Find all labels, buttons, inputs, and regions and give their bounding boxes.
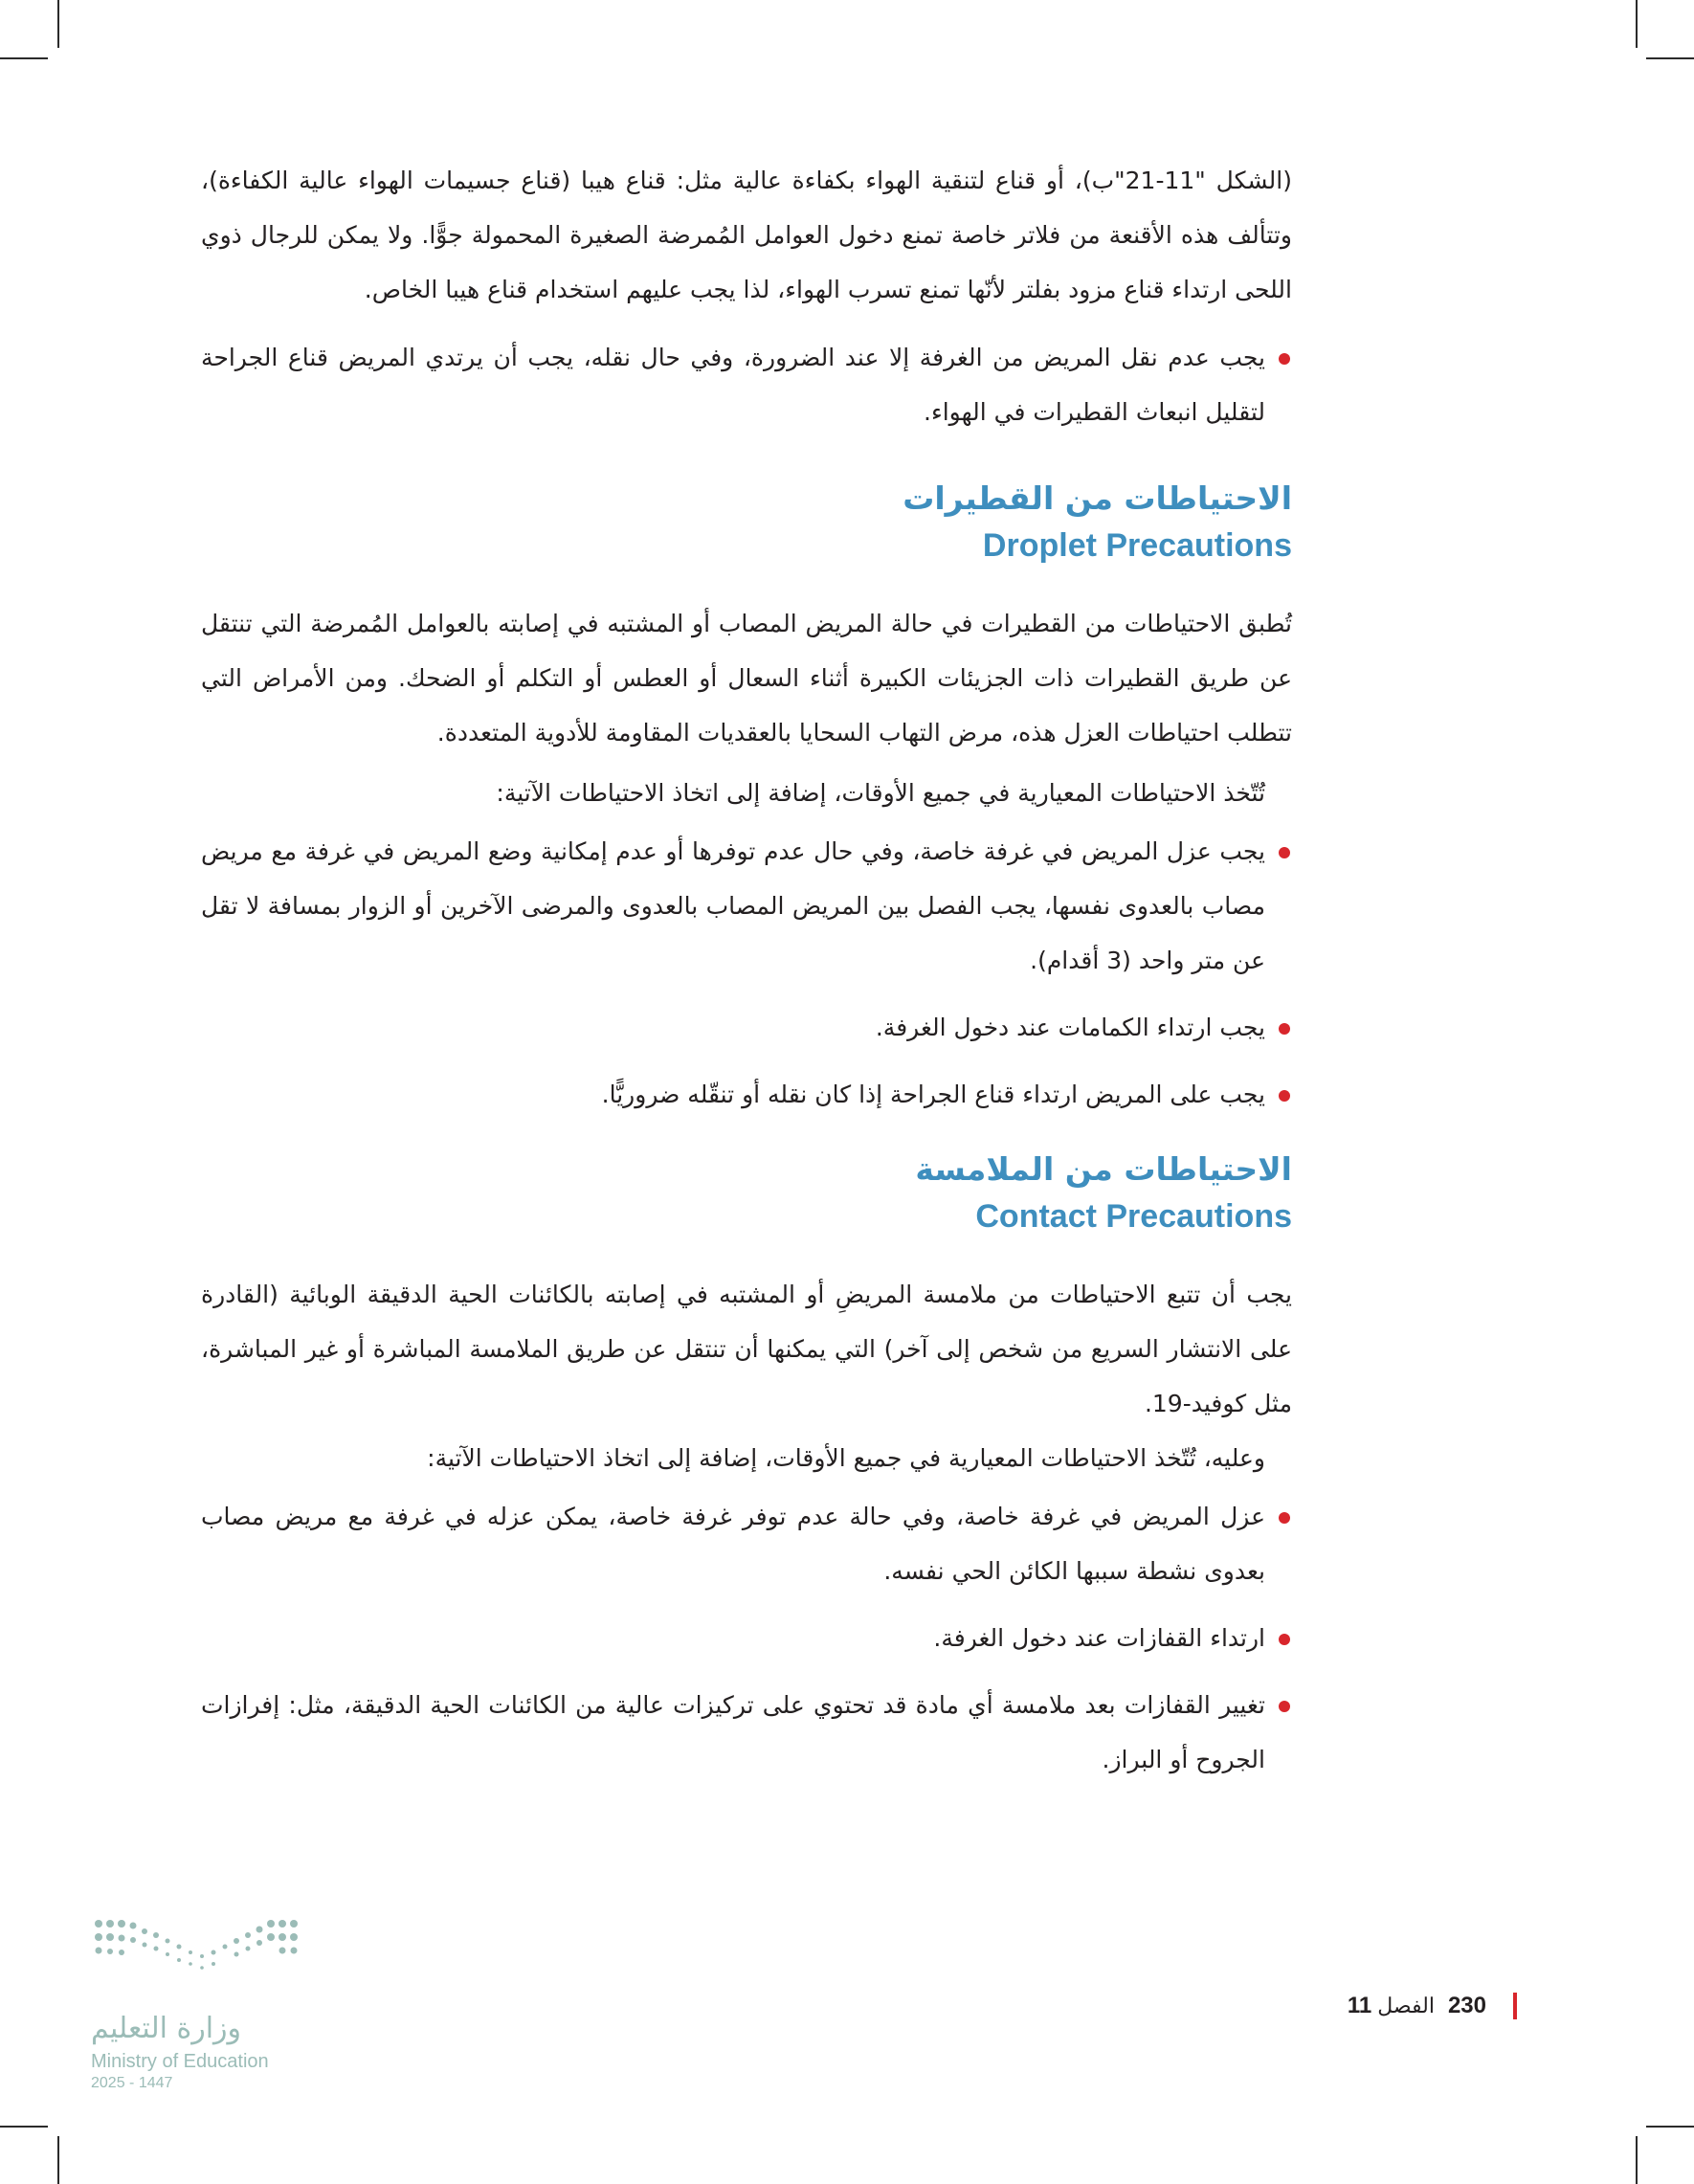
droplet-heading [201, 474, 1292, 568]
crop-mark [1646, 57, 1694, 59]
logo-dots-icon [91, 1914, 301, 1991]
crop-mark [1636, 2136, 1638, 2184]
crop-mark [0, 2126, 48, 2128]
bullet-dot [1279, 1701, 1290, 1712]
ministry-logo [91, 1914, 311, 2092]
chapter-label: الفصل [1377, 1994, 1435, 2017]
bullet-dot [1279, 847, 1290, 858]
droplet-lead: تُتّخذ الاحتياطات المعيارية في جميع الأوقات، إضافة إلى اتخاذ الاحتياطات الآتية: [496, 779, 1265, 807]
contact-heading [201, 1145, 1292, 1238]
crop-mark [1636, 0, 1638, 48]
bullet-dot [1279, 1023, 1290, 1035]
crop-mark [1646, 2126, 1694, 2128]
list-item: عزل المريض في غرفة خاصة، وفي حالة عدم توفر غرفة خاصة، يمكن عزله في غرفة مع مريض مصاب بعدوى نشطة سببها الكائن الحي نفسه. [201, 1489, 1292, 1598]
droplet-section [201, 474, 1292, 1122]
crop-mark [57, 2136, 59, 2184]
droplet-paragraph: تُطبق الاحتياطات من القطيرات في حالة المريض المصاب أو المشتبه في إصابته بالعوامل المُمرضة التي تنتقل عن طريق القطيرات ذات الجزيئات الكبيرة أثناء السعال أو العطس أو التكلم أو الضحك. ومن الأمراض التي تتطلب احتياطات العزل هذه، مرض التهاب السحايا بالعقديات المقاومة للأدوية المتعددة. [201, 610, 1292, 747]
page-number: 230 [1447, 1993, 1486, 2018]
intro-section [201, 153, 1292, 439]
contact-paragraph: يجب أن تتبع الاحتياطات من ملامسة المريضِ أو المشتبه في إصابته بالكائنات الحية الدقيقة الوبائية (القادرة على الانتشار السريع من شخص إلى آخر) التي يمكنها أن تنتقل عن طريق الملامسة المباشرة أو غير المباشرة، مثل كوفيد-19. [201, 1281, 1292, 1417]
page-content [201, 153, 1292, 1799]
list-item: يجب على المريض ارتداء قناع الجراحة إذا كان نقله أو تنقّله ضروريًّا. [201, 1067, 1292, 1122]
list-item: يجب ارتداء الكمامات عند دخول الغرفة. [201, 1000, 1292, 1055]
bullet-dot [1279, 353, 1290, 365]
droplet-bullet-list [201, 824, 1292, 1122]
intro-paragraph: (الشكل "11-21"ب)، أو قناع لتنقية الهواء بكفاءة عالية مثل: قناع هيبا (قناع جسيمات الهواء عالية الكفاءة)، وتتألف هذه الأقنعة من فلاتر خاصة تمنع دخول العوامل المُمرضة الصغيرة المحمولة جوًّا. ولا يمكن للرجال ذوي اللحى ارتداء قناع مزود بفلتر لأنّها تمنع تسرب الهواء، لذا يجب عليهم استخدام قناع هيبا الخاص. [201, 167, 1292, 303]
bullet-dot [1279, 1090, 1290, 1102]
section-title-ar: الاحتياطات من القطيرات [903, 479, 1292, 517]
crop-mark [0, 57, 48, 59]
section-title-en: Droplet Precautions [982, 527, 1292, 564]
list-item: ارتداء القفازات عند دخول الغرفة. [201, 1611, 1292, 1665]
crop-mark [57, 0, 59, 48]
contact-lead: وعليه، تُتّخذ الاحتياطات المعيارية في جميع الأوقات، إضافة إلى اتخاذ الاحتياطات الآتية: [427, 1444, 1265, 1472]
contact-bullet-list [201, 1489, 1292, 1787]
bullet-dot [1279, 1512, 1290, 1524]
logo-name-ar: وزارة التعليم [91, 2012, 242, 2045]
logo-year: 2025 - 1447 [91, 2075, 173, 2091]
list-item: يجب عزل المريض في غرفة خاصة، وفي حال عدم توفرها أو عدم إمكانية وضع المريض في غرفة مع مريض مصاب بالعدوى نفسها، يجب الفصل بين المريض المصاب بالعدوى والمرضى الآخرين أو الزوار بمسافة لا تقل عن متر واحد (3 أقدام). [201, 824, 1292, 988]
list-item: يجب عدم نقل المريض من الغرفة إلا عند الضرورة، وفي حال نقله، يجب أن يرتدي المريض قناع الجراحة لتقليل انبعاث القطيرات في الهواء. [201, 330, 1292, 439]
section-title-ar: الاحتياطات من الملامسة [915, 1150, 1292, 1188]
intro-bullet-list [201, 330, 1292, 439]
logo-name-en: Ministry of Education [91, 2051, 269, 2072]
footer-accent-bar [1513, 1993, 1517, 2019]
chapter-number: 11 [1347, 1993, 1372, 2018]
list-item: تغيير القفازات بعد ملامسة أي مادة قد تحتوي على تركيزات عالية من الكائنات الحية الدقيقة، مثل: إفرازات الجروح أو البراز. [201, 1678, 1292, 1787]
contact-section [201, 1145, 1292, 1787]
page-footer [1348, 1993, 1517, 2019]
bullet-dot [1279, 1634, 1290, 1645]
section-title-en: Contact Precautions [975, 1198, 1292, 1235]
